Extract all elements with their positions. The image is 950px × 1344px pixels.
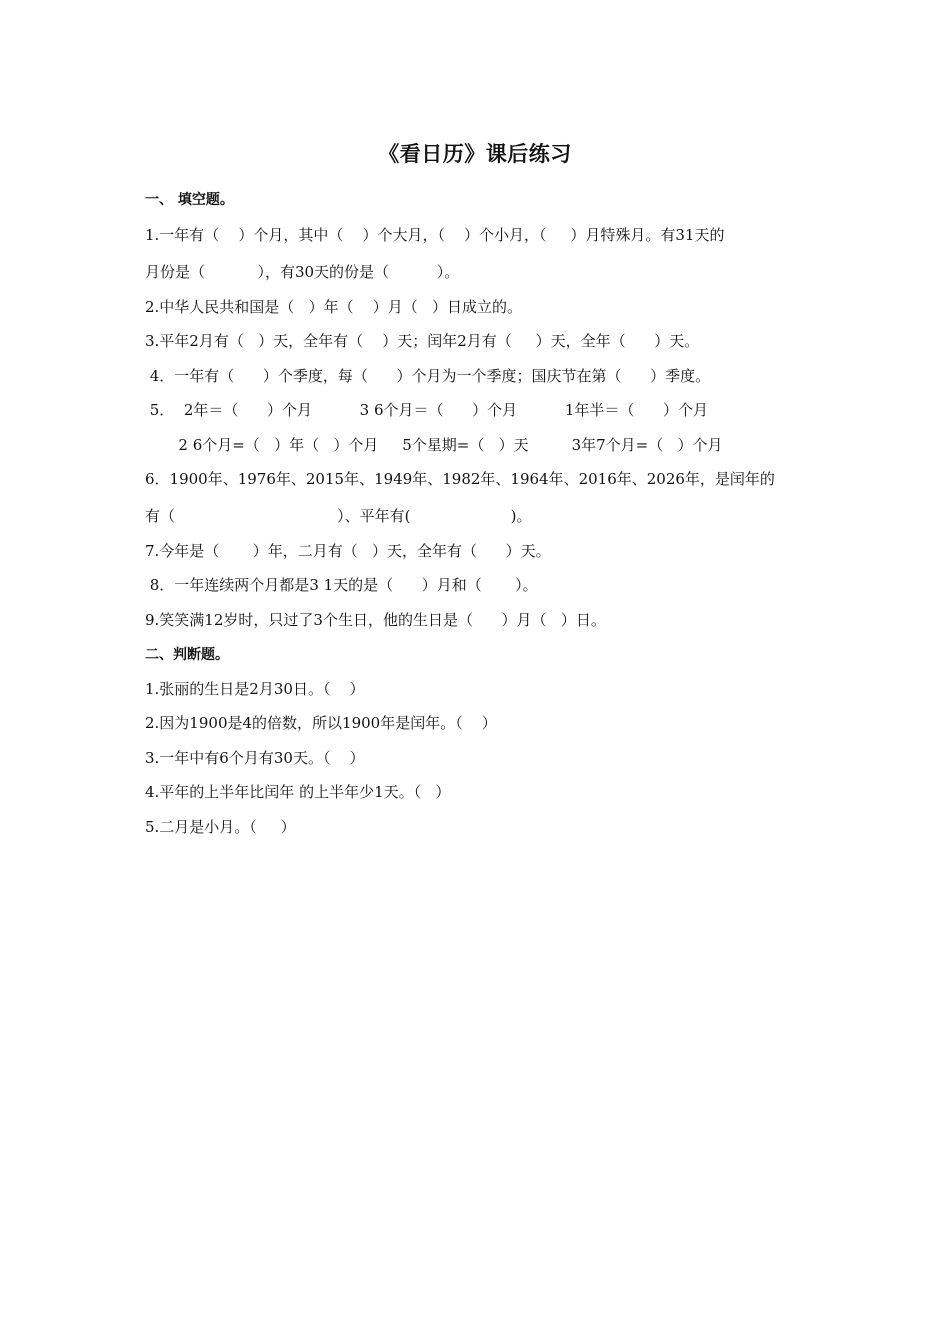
question-line: 7.今年是（ ）年，二月有（ ）天，全年有（ ）天。: [145, 542, 551, 560]
question-line: 6．1900年、1976年、2015年、1949年、1982年、1964年、2016年、2026年，是闰年的: [145, 470, 775, 488]
section-heading-fill-blank: 一、 填空题。: [145, 192, 234, 208]
question-line: 1.一年有（ ）个月，其中（ ）个大月，（ ）个小月，（ ）月特殊月。有31天的: [145, 226, 725, 244]
question-line: 8．一年连续两个月都是3 1天的是（ ）月和（ ）。: [145, 576, 538, 594]
question-line: 2 6个月=（ ）年（ ）个月 5个星期=（ ）天 3年7个月=（ ）个月: [145, 436, 723, 454]
question-line: 1.张丽的生日是2月30日。（ ）: [145, 680, 365, 698]
question-line: 有（ ）、平年有( )。: [145, 507, 532, 525]
question-line: 4.平年的上半年比闰年 的上半年少1天。（ ）: [145, 783, 451, 801]
question-line: 2.因为1900是4的倍数，所以1900年是闰年。（ ）: [145, 714, 497, 732]
question-line: 9.笑笑满12岁时，只过了3个生日，他的生日是（ ）月（ ）日。: [145, 611, 606, 629]
question-line: 月份是（ ），有30天的份是（ ）。: [145, 263, 460, 281]
question-line: 3.一年中有6个月有30天。（ ）: [145, 749, 365, 767]
question-line: 4．一年有（ ）个季度，每（ ）个月为一个季度；国庆节在第（ ）季度。: [145, 367, 711, 385]
question-line: 2.中华人民共和国是（ ）年（ ）月（ ）日成立的。: [145, 298, 522, 316]
question-line: 5． 2年＝（ ）个月 3 6个月＝（ ）个月 1年半＝（ ）个月: [145, 401, 708, 419]
page-title: 《看日历》课后练习: [378, 142, 572, 166]
question-line: 5.二月是小月。（ ）: [145, 818, 296, 836]
section-heading-true-false: 二、判断题。: [145, 647, 229, 663]
question-line: 3.平年2月有（ ）天，全年有（ ）天；闰年2月有（ ）天，全年（ ）天。: [145, 332, 700, 350]
